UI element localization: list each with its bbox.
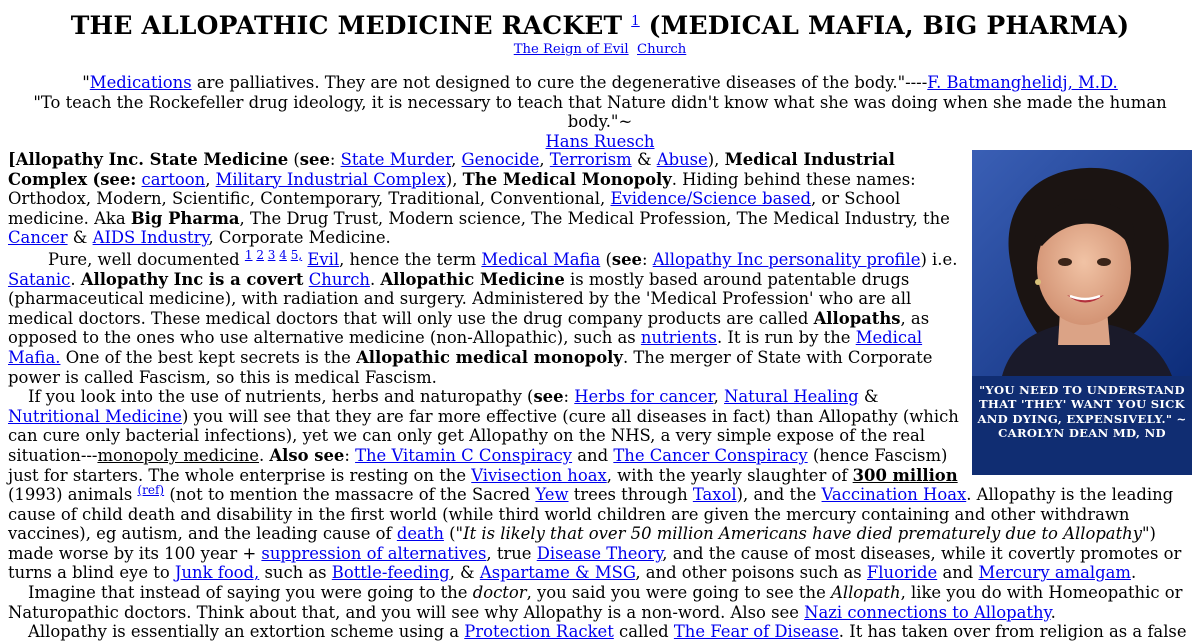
link-vitamin-c-conspiracy[interactable]: The Vitamin C Conspiracy bbox=[355, 445, 573, 465]
text: , bbox=[205, 169, 216, 189]
image-caption: "YOU NEED TO UNDERSTAND THAT 'THEY' WANT YOU SICK AND DYING, EXPENSIVELY." ~ CAROLYN DEAN MD, ND bbox=[972, 376, 1192, 475]
bold-text: The Medical Monopoly bbox=[462, 169, 672, 189]
text: , with the yearly slaughter of bbox=[606, 465, 853, 485]
link-evidence-science-based[interactable]: Evidence/Science based bbox=[610, 189, 811, 209]
link-medications[interactable]: Medications bbox=[89, 73, 192, 92]
text: & bbox=[67, 228, 93, 248]
link-vivisection-hoax[interactable]: Vivisection hoax bbox=[471, 465, 607, 485]
text: , true bbox=[486, 543, 537, 563]
quote-text: "To teach the Rockefeller drug ideology, it is necessary to teach that Nature didn't know what she was doing when she made the human body."~ bbox=[33, 92, 1167, 132]
link-nazi-connections[interactable]: Nazi connections to Allopathy bbox=[804, 602, 1051, 622]
link-bottle-feeding[interactable]: Bottle-feeding bbox=[331, 563, 450, 583]
link-fluoride[interactable]: Fluoride bbox=[866, 563, 938, 583]
bold-text: Allopathic Medicine bbox=[380, 269, 565, 289]
link-batmanghelidj[interactable]: F. Batmanghelidj, M.D. bbox=[927, 73, 1118, 92]
quote-ruesch bbox=[0, 93, 1200, 152]
italic-text: Allopath bbox=[830, 583, 901, 603]
underlined-text: monopoly medicine bbox=[97, 445, 259, 465]
link-protection-racket[interactable]: Protection Racket bbox=[464, 622, 614, 642]
text: : bbox=[344, 445, 356, 465]
text: , hence the term bbox=[339, 249, 482, 269]
epigraph-quotes bbox=[0, 73, 1200, 151]
text: , and the cause of most diseases, while it covertly promotes or turns a blind eye to bbox=[8, 543, 1182, 583]
text: ), and the bbox=[736, 485, 822, 505]
portrait-image bbox=[972, 150, 1192, 376]
bold-text: Big Pharma bbox=[130, 208, 240, 228]
title-subtext: (MEDICAL MAFIA, BIG PHARMA) bbox=[648, 11, 1130, 40]
text: Imagine that instead of saying you were going to the bbox=[28, 583, 473, 603]
nav-link-reign-of-evil[interactable]: The Reign of Evil bbox=[513, 42, 629, 57]
text: & bbox=[631, 150, 657, 169]
link-yew[interactable]: Yew bbox=[535, 485, 569, 505]
text: . Hiding behind these names: Orthodox, Modern, Scientific, Contemporary, Traditional, Conventional, bbox=[8, 169, 916, 209]
bold-text: Medical Industrial Complex bbox=[8, 150, 895, 189]
link-cancer[interactable]: Cancer bbox=[8, 228, 68, 248]
bold-text: see bbox=[533, 387, 564, 407]
italic-text: It is likely that over 50 million Americans have died prematurely due to Allopathy" bbox=[463, 524, 1150, 544]
text: ( bbox=[600, 249, 612, 269]
carolyn-dean-quote-image bbox=[972, 150, 1192, 475]
footnote-link[interactable]: 4 bbox=[279, 247, 287, 262]
text: Allopathy is essentially an extortion scheme using a bbox=[28, 622, 465, 642]
text: If you look into the use of nutrients, herbs and naturopathy ( bbox=[28, 387, 534, 407]
link-nutrients[interactable]: nutrients bbox=[640, 328, 717, 348]
link-junk-food[interactable]: Junk food, bbox=[174, 563, 260, 583]
bold-text: 300 million bbox=[852, 465, 958, 485]
text: and bbox=[937, 563, 979, 583]
bold-text: see bbox=[611, 249, 642, 269]
link-vaccination-hoax[interactable]: Vaccination Hoax bbox=[821, 485, 967, 505]
text: , Corporate Medicine. bbox=[208, 228, 391, 248]
text: ) made worse by its 100 year + bbox=[8, 524, 1156, 563]
text: , bbox=[539, 150, 550, 169]
text: ) you will see that they are far more effective (cure all diseases in fact) than Allopathy (which can cure only bacterial infections), yet we can only get Allopathy on the NHS, a very simple expose of the real situation--- bbox=[8, 406, 959, 465]
link-hans-ruesch[interactable]: Hans Ruesch bbox=[545, 131, 655, 151]
text: ), bbox=[445, 169, 463, 189]
bold-text: [Allopathy Inc. State Medicine bbox=[8, 150, 289, 169]
text: (not to mention the massacre of the Sacred bbox=[164, 485, 536, 505]
link-herbs-for-cancer[interactable]: Herbs for cancer bbox=[574, 387, 714, 407]
text: . Allopathy is the leading cause of child death and disability in the first world (while third world children are given the mercury containing and other withdrawn vaccines), eg autism, and the leading cause of bbox=[8, 485, 1174, 544]
nav-link-church[interactable]: Church bbox=[637, 42, 687, 57]
quote-text: are palliatives. They are not designed to cure the degenerative diseases of the body."---- bbox=[191, 73, 928, 92]
text: (" bbox=[443, 524, 464, 544]
link-aids-industry[interactable]: AIDS Industry bbox=[92, 228, 209, 248]
text: & bbox=[858, 387, 879, 407]
text: such as bbox=[259, 563, 332, 583]
text: , & bbox=[449, 563, 480, 583]
ref-link[interactable]: (ref) bbox=[137, 483, 165, 498]
text: , you said you were going to see the bbox=[526, 583, 831, 603]
link-satanic[interactable]: Satanic bbox=[8, 269, 71, 289]
link-suppression-of-alternatives[interactable]: suppression of alternatives bbox=[261, 543, 487, 563]
link-abuse[interactable]: Abuse bbox=[656, 150, 708, 169]
footnote-link[interactable]: 3 bbox=[267, 247, 276, 262]
text: trees through bbox=[568, 485, 693, 505]
quote-text: " bbox=[82, 73, 90, 92]
link-fear-of-disease[interactable]: The Fear of Disease bbox=[673, 622, 839, 642]
bold-text: Allopathic medical monopoly bbox=[356, 347, 623, 367]
text: , and other poisons such as bbox=[635, 563, 867, 583]
italic-text: doctor bbox=[472, 583, 527, 603]
text: . bbox=[70, 269, 81, 289]
top-nav bbox=[0, 42, 1200, 58]
link-aspartame-msg[interactable]: Aspartame & MSG bbox=[479, 563, 636, 583]
text: : bbox=[563, 387, 575, 407]
bold-text: see bbox=[299, 150, 330, 169]
text: (hence Fascism) just for starters. The whole enterprise is resting on the bbox=[8, 445, 948, 485]
text: , bbox=[451, 150, 462, 169]
text: (1993) animals bbox=[8, 485, 138, 505]
text: ( bbox=[288, 150, 300, 169]
link-natural-healing[interactable]: Natural Healing bbox=[724, 387, 859, 407]
link-taxol[interactable]: Taxol bbox=[692, 485, 737, 505]
text: : bbox=[329, 150, 341, 169]
link-mercury-amalgam[interactable]: Mercury amalgam bbox=[978, 563, 1131, 583]
title-footnote-link[interactable]: 1 bbox=[631, 14, 640, 29]
text: Pure, well documented bbox=[48, 249, 240, 269]
text: One of the best kept secrets is the bbox=[60, 347, 357, 367]
text: , bbox=[713, 387, 725, 407]
text: , or School medicine. Aka bbox=[8, 189, 901, 228]
link-cancer-conspiracy[interactable]: The Cancer Conspiracy bbox=[613, 445, 808, 465]
link-death[interactable]: death bbox=[396, 524, 444, 544]
title-text: THE ALLOPATHIC MEDICINE RACKET bbox=[70, 11, 623, 40]
text: , as opposed to the ones who use alternative medicine (non-Allopathic), such as bbox=[8, 308, 930, 348]
link-personality-profile[interactable]: Allopathy Inc personality profile bbox=[652, 249, 921, 269]
text: . bbox=[1130, 563, 1137, 583]
footnote-link[interactable]: 1 bbox=[244, 247, 253, 262]
text: . It has taken over from religion as a false bbox=[838, 622, 1187, 642]
text: called bbox=[613, 622, 674, 642]
link-genocide[interactable]: Genocide bbox=[461, 150, 540, 169]
bold-text: Allopaths bbox=[813, 308, 901, 328]
text: . The merger of State with Corporate power is called Fascism, so this is medical Fascism. bbox=[8, 347, 933, 387]
link-disease-theory[interactable]: Disease Theory bbox=[536, 543, 663, 563]
bold-text: Also see bbox=[269, 445, 345, 465]
text: ), bbox=[707, 150, 725, 169]
text: , like you do with Homeopathic or Naturopathic doctors. Think about that, and you will see why Allopathy is a non-word. Also see bbox=[8, 583, 1183, 622]
text: : bbox=[641, 249, 653, 269]
link-medical-mafia-2[interactable]: Medical Mafia. bbox=[8, 328, 923, 367]
link-terrorism[interactable]: Terrorism bbox=[549, 150, 632, 169]
footnote-link[interactable]: 5, bbox=[290, 247, 303, 262]
text: . bbox=[259, 445, 270, 465]
text: ) i.e. bbox=[920, 249, 958, 269]
link-military-industrial-complex[interactable]: Military Industrial Complex bbox=[215, 169, 446, 189]
text: , The Drug Trust, Modern science, The Medical Profession, The Medical Industry, the bbox=[239, 208, 950, 228]
paragraph-extortion bbox=[8, 622, 1192, 642]
bold-text: Allopathy Inc is a covert bbox=[80, 269, 304, 289]
link-church-2[interactable]: Church bbox=[308, 269, 370, 289]
link-nutritional-medicine[interactable]: Nutritional Medicine bbox=[8, 406, 182, 426]
page-title bbox=[0, 7, 1200, 41]
link-evil[interactable]: Evil bbox=[307, 249, 340, 269]
text: . bbox=[369, 269, 381, 289]
link-medical-mafia[interactable]: Medical Mafia bbox=[481, 249, 601, 269]
text: and bbox=[572, 445, 614, 465]
link-state-murder[interactable]: State Murder bbox=[340, 150, 452, 169]
text: . It is run by the bbox=[716, 328, 856, 348]
quote-batmanghelidj bbox=[0, 73, 1200, 93]
footnote-link[interactable]: 2 bbox=[256, 247, 264, 262]
text: is mostly based around patentable drugs (pharmaceutical medicine), with radiation and surgery. Administered by the 'Medical Profession' who are all medical doctors. These medical doctors that will only use the drug company products are called bbox=[8, 269, 912, 328]
bold-text: (see: bbox=[92, 169, 137, 189]
link-cartoon[interactable]: cartoon bbox=[141, 169, 206, 189]
article-body bbox=[8, 150, 1192, 642]
text: . bbox=[1050, 602, 1056, 622]
paragraph-imagine bbox=[8, 583, 1192, 622]
